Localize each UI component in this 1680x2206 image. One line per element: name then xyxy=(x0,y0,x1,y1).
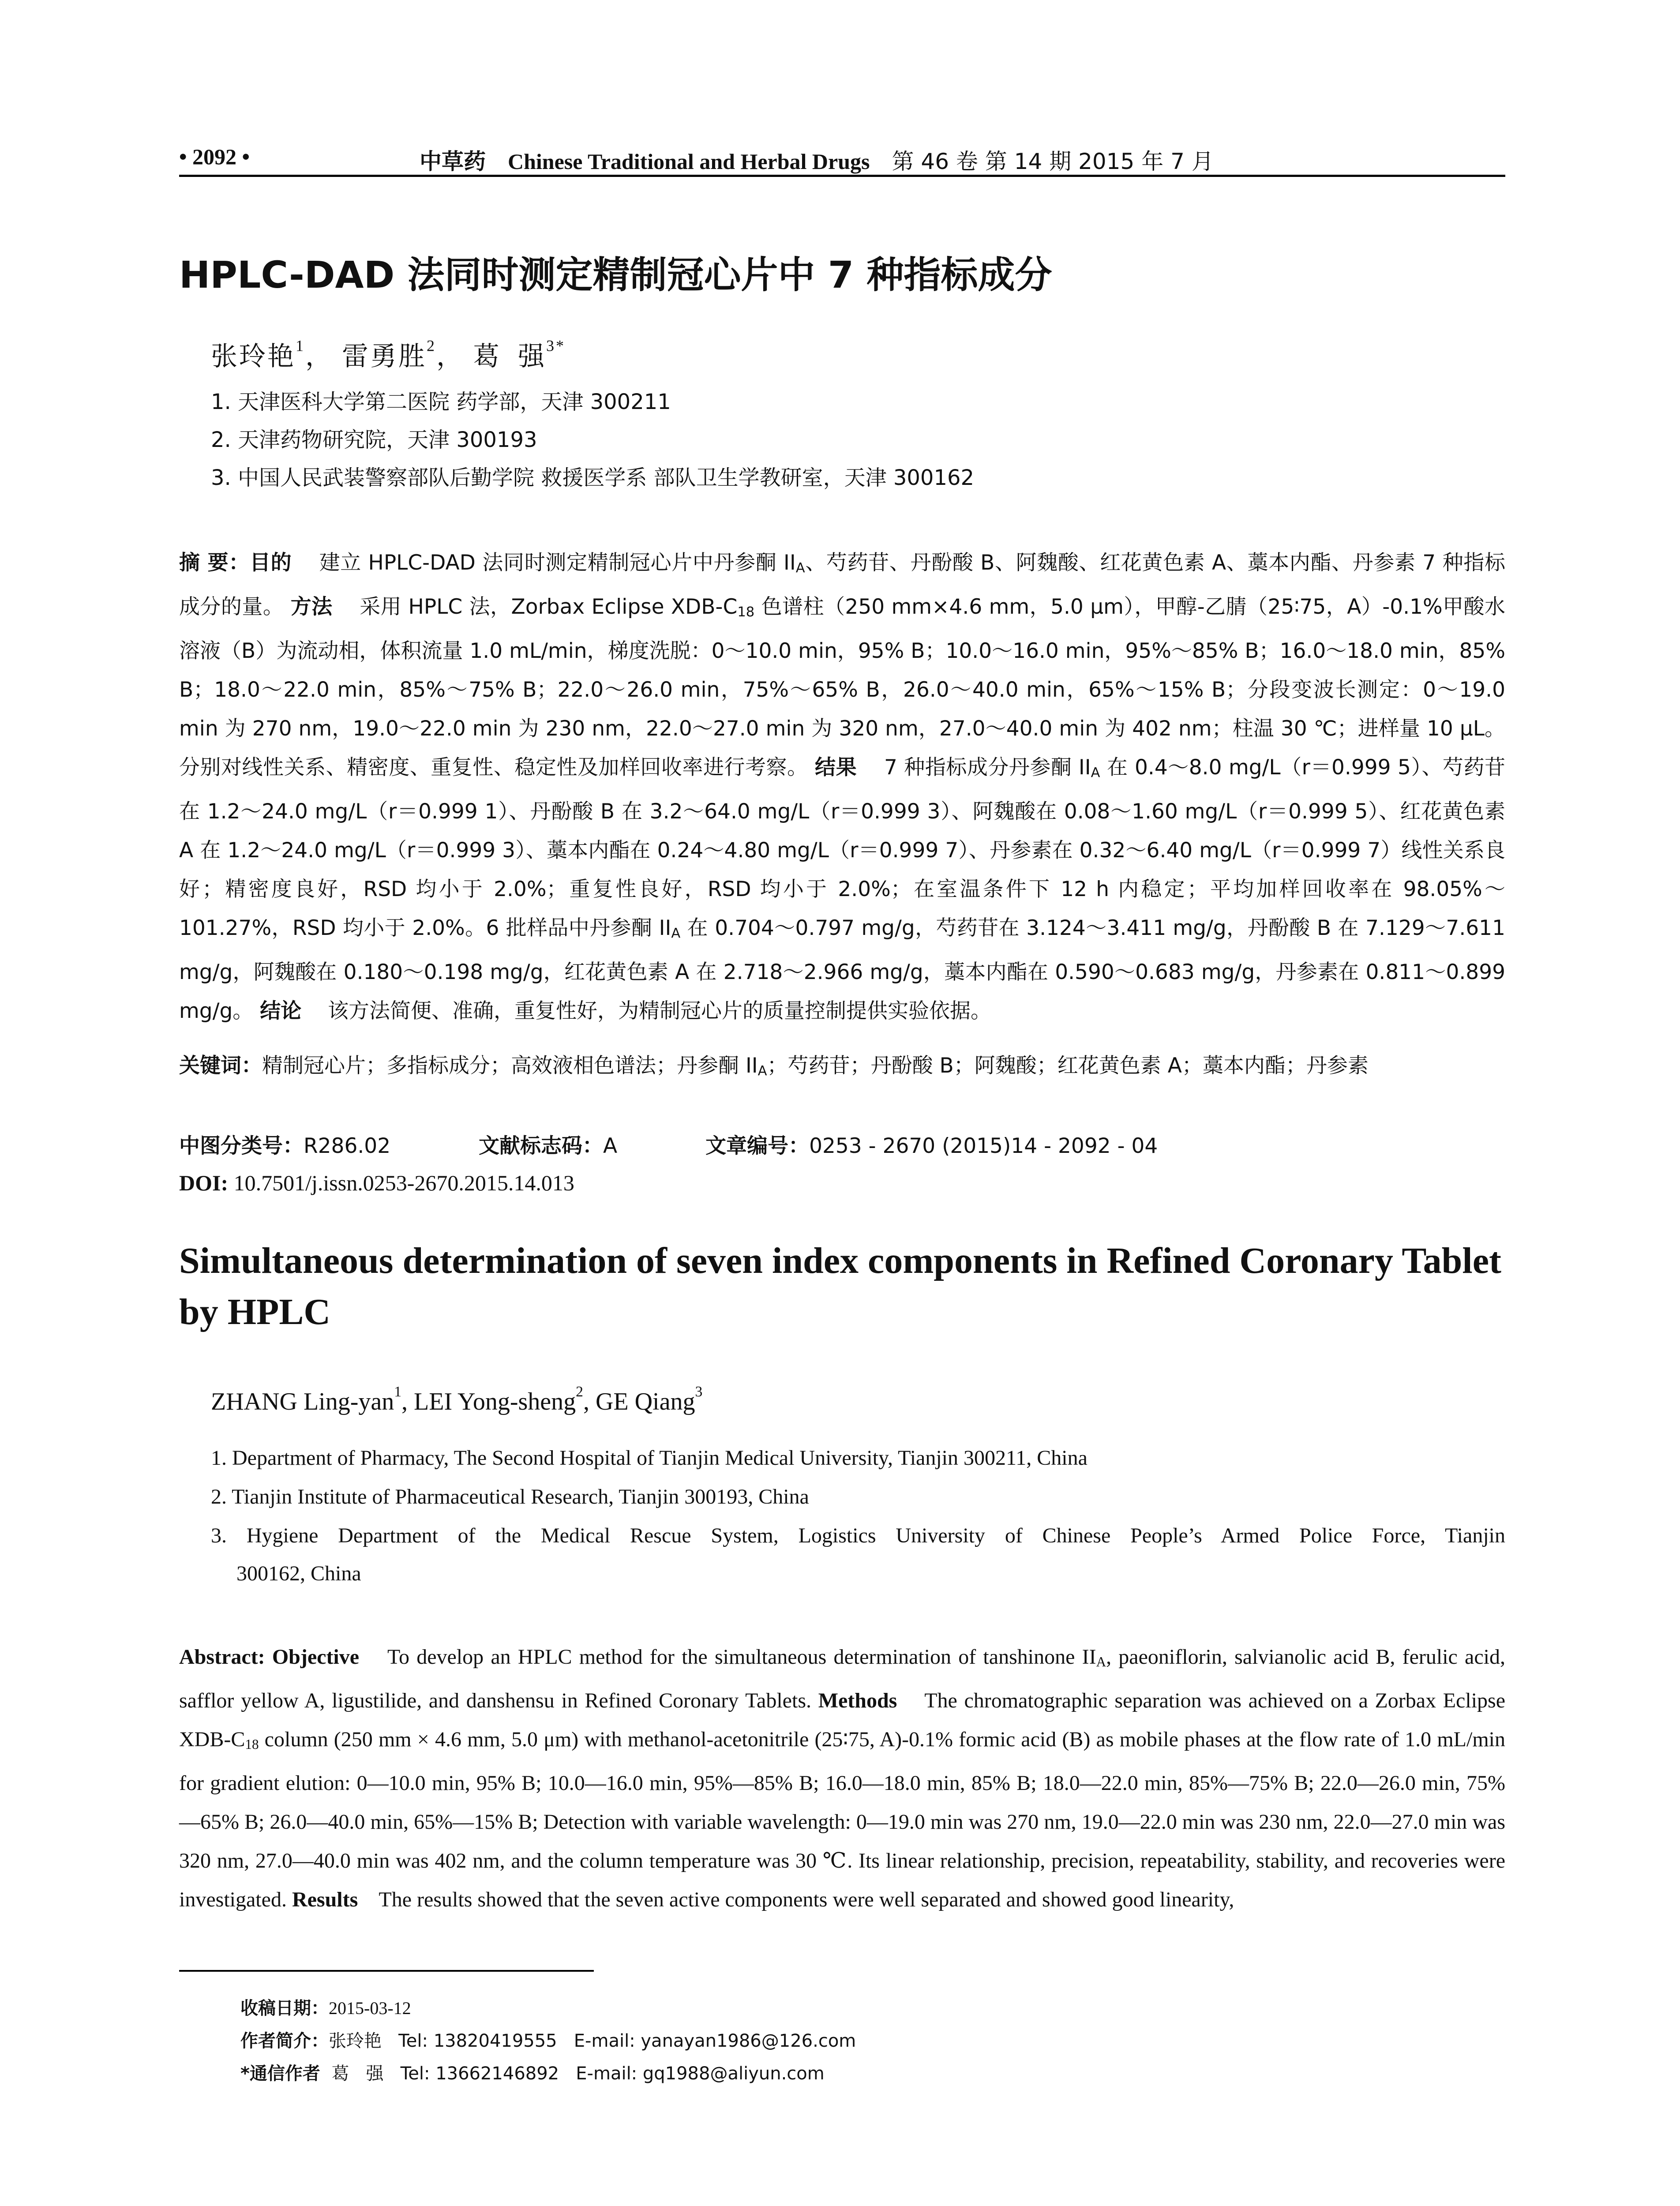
journal-info xyxy=(420,144,1214,176)
author-affil-mark: 1 xyxy=(394,1383,402,1400)
volume-issue: 第 46 卷 第 14 期 2015 年 7 月 xyxy=(892,149,1214,174)
header-rule xyxy=(179,175,1505,177)
footnote-corresponding xyxy=(240,2060,825,2085)
chinese-abstract xyxy=(179,544,1505,1031)
results-text: The results showed that the seven active components were well separated and showed good linearity, xyxy=(379,1888,1234,1912)
subscript: A xyxy=(758,1063,767,1079)
article-no-label: 文章编号： xyxy=(705,1134,810,1158)
abstract-label: 摘 要： xyxy=(179,551,250,575)
doi-line xyxy=(179,1170,574,1196)
keywords-text-tail: ；芍药苷；丹酚酸 B；阿魏酸；红花黄色素 A；藁本内酯；丹参素 xyxy=(767,1054,1369,1078)
results-label: 结果 xyxy=(815,755,857,780)
methods-text: 采用 HPLC 法，Zorbax Eclipse XDB-C xyxy=(360,595,738,619)
affiliation-line: 300162, China xyxy=(236,1562,361,1585)
author-affil-mark: 2 xyxy=(576,1383,583,1400)
english-affiliation-1: 1. Department of Pharmacy, The Second Hospital of Tianjin Medical University, Tianjin 300211, China xyxy=(211,1446,1088,1470)
corresponding-label: *通信作者 xyxy=(240,2063,320,2084)
doi-label: DOI: xyxy=(179,1171,229,1195)
chinese-affiliation-1: 1. 天津医科大学第二医院 药学部，天津 300211 xyxy=(211,390,671,414)
classification-line xyxy=(179,1129,1158,1159)
chinese-title: HPLC-DAD 法同时测定精制冠心片中 7 种指标成分 xyxy=(179,253,1052,296)
doi-value: 10.7501/j.issn.0253-2670.2015.14.013 xyxy=(233,1171,574,1195)
clc-label: 中图分类号： xyxy=(179,1134,304,1158)
author-affil-mark: 3 xyxy=(695,1383,703,1400)
author-name: 张玲艳 xyxy=(211,342,296,371)
english-title: Simultaneous determination of seven index components in Refined Coronary Tablet by HPLC xyxy=(179,1240,1501,1332)
methods-text: The chromatographic separation was achieved on a Zorbax Eclipse XDB-C xyxy=(179,1689,1506,1752)
english-affiliation-3 xyxy=(211,1517,1505,1593)
author-name: ZHANG Ling-yan xyxy=(211,1388,394,1415)
journal-name-cn: 中草药 xyxy=(420,149,486,174)
footnote-rule xyxy=(179,1970,594,1972)
chinese-affiliation-2: 2. 天津药物研究院，天津 300193 xyxy=(211,428,537,452)
subscript: A xyxy=(1096,1654,1106,1670)
objective-text: 建立 HPLC-DAD 法同时测定精制冠心片中丹参酮 II xyxy=(319,551,796,575)
methods-label: Methods xyxy=(818,1689,897,1713)
received-label: 收稿日期： xyxy=(240,1998,329,2018)
english-authors: ZHANG Ling-yan$^1$, LEI Yong-sheng$^2$, GE Qiang$^3$ xyxy=(211,1383,703,1415)
objective-text-tail: 、芍药苷、丹酚酸 B、阿魏酸、红花黄色素 A、藁本内酯、丹参素 7 种指标成分的量。 xyxy=(179,551,1505,619)
abstract-label: Abstract: xyxy=(179,1645,265,1669)
author-name: LEI Yong-sheng xyxy=(414,1388,576,1415)
objective-label: 目的 xyxy=(249,551,292,575)
author-name: 雷勇胜 xyxy=(342,342,427,371)
keywords xyxy=(179,1047,1505,1091)
chinese-affiliation-3: 3. 中国人民武装警察部队后勤学院 救援医学系 部队卫生学教研室，天津 300162 xyxy=(211,465,975,490)
page-number: • 2092 • xyxy=(179,144,250,169)
doc-code-value: A xyxy=(603,1134,618,1158)
author-affil-mark: 2 xyxy=(427,337,436,355)
running-header xyxy=(179,140,1505,176)
conclusion-label: 结论 xyxy=(260,999,302,1024)
objective-text: To develop an HPLC method for the simultaneous determination of tanshinone II xyxy=(387,1645,1096,1669)
subscript: 18 xyxy=(737,604,755,620)
author-affil-mark: 1 xyxy=(296,337,305,355)
keywords-text: 精制冠心片；多指标成分；高效液相色谱法；丹参酮 II xyxy=(262,1054,758,1078)
corresponding-author: 葛 强 Tel: 13662146892 E-mail: gq1988@aliyun.com xyxy=(320,2063,825,2084)
author-bio: 张玲艳 Tel: 13820419555 E-mail: yanayan1986@126.com xyxy=(329,2031,856,2051)
conclusion-text: 该方法简便、准确，重复性好，为精制冠心片的质量控制提供实验依据。 xyxy=(328,999,992,1024)
clc-value: R286.02 xyxy=(304,1134,391,1158)
methods-text-tail: 色谱柱（250 mm×4.6 mm，5.0 μm），甲醇-乙腈（25∶75，A）-0.1%甲酸水溶液（B）为流动相，体积流量 1.0 mL/min，梯度洗脱：0～10.0 min，95% B；10.0～16.0 min，95%～85% B；16.0～18.0 min，85% B；18.0～22.0 min，85%～75% B；22.0～26.0 min，75%～65% B，26.0～40.0 min，65%～15% B；分段变波长测定：0～19.0 min 为 270 nm，19.0～22.0 min 为 230 nm，22.0～27.0 min 为 320 nm，27.0～40.0 min 为 402 nm；柱温 30 ℃；进样量 10 μL。分别对线性关系、精密度、重复性、稳定性及加样回收率进行考察。 xyxy=(179,595,1506,780)
subscript: A xyxy=(795,560,805,576)
author-name: 葛 强 xyxy=(473,342,546,371)
methods-label: 方法 xyxy=(290,595,333,619)
author-affil-mark: 3* xyxy=(546,337,566,355)
footnote-author xyxy=(240,2027,856,2052)
keywords-label: 关键词： xyxy=(179,1054,262,1078)
results-text-mid: 在 0.4～8.0 mg/L（r＝0.999 5）、芍药苷在 1.2～24.0 mg/L（r＝0.999 1）、丹酚酸 B 在 3.2～64.0 mg/L（r＝0.999 3）、阿魏酸在 0.08～1.60 mg/L（r＝0.999 5）、红花黄色素 A 在 1.2～24.0 mg/L（r＝0.999 3）、藁本内酯在 0.24～4.80 mg/L（r＝0.999 7）、丹参素在 0.32～6.40 mg/L（r＝0.999 7）线性关系良好；精密度良好，RSD 均小于 2.0%；重复性良好，RSD 均小于 2.0%；在室温条件下 12 h 内稳定；平均加样回收率在 98.05%～101.27%，RSD 均小于 2.0%。6 批样品中丹参酮 II xyxy=(179,755,1506,941)
subscript: A xyxy=(671,926,681,942)
objective-text-tail: , paeoniflorin, salvianolic acid B, ferulic acid, safflor yellow A, ligustilide, and danshensu in Refined Coronary Tablets. xyxy=(179,1645,1505,1713)
footnote-received xyxy=(240,1994,411,2019)
journal-name-en: Chinese Traditional and Herbal Drugs xyxy=(508,149,870,174)
english-abstract xyxy=(179,1638,1505,1919)
results-text: 7 种指标成分丹参酮 II xyxy=(884,755,1091,780)
author-name: GE Qiang xyxy=(595,1388,695,1415)
doc-code-label: 文献标志码： xyxy=(479,1134,604,1158)
received-date: 2015-03-12 xyxy=(329,1998,411,2018)
author-bio-label: 作者简介： xyxy=(240,2031,329,2051)
subscript: 18 xyxy=(245,1737,259,1752)
chinese-authors: 张玲艳$^1$， 雷勇胜$^2$， 葛 强$^{3*}$ xyxy=(211,337,566,371)
results-label: Results xyxy=(292,1888,358,1912)
affiliation-line: 3. Hygiene Department of the Medical Rescue System, Logistics University of Chinese People’s Armed Police Force, Tianjin xyxy=(211,1524,1505,1547)
objective-label: Objective xyxy=(272,1645,360,1669)
results-text-tail: 在 0.704～0.797 mg/g，芍药苷在 3.124～3.411 mg/g，丹酚酸 B 在 7.129～7.611 mg/g，阿魏酸在 0.180～0.198 mg/g，红花黄色素 A 在 2.718～2.966 mg/g，藁本内酯在 0.590～0.683 mg/g，丹参素在 0.811～0.899 mg/g。 xyxy=(179,916,1505,1024)
subscript: A xyxy=(1091,765,1100,781)
english-affiliation-2: 2. Tianjin Institute of Pharmaceutical Research, Tianjin 300193, China xyxy=(211,1485,809,1508)
methods-text-tail: column (250 mm × 4.6 mm, 5.0 μm) with methanol-acetonitrile (25∶75, A)-0.1% formic acid (B) as mobile phases at the flow rate of 1.0 mL/min for gradient elution: 0—10.0 min, 95% B; 10.0—16.0 min, 95%—85% B; 16.0—18.0 min, 85% B; 18.0—22.0 min, 85%—75% B; 22.0—26.0 min, 75%—65% B; 26.0—40.0 min, 65%—15% B; Detection with variable wavelength: 0—19.0 min was 270 nm, 19.0—22.0 min was 230 nm, 22.0—27.0 min was 320 nm, 27.0—40.0 min was 402 nm, and the column temperature was 30 ℃. Its linear relationship, precision, repeatability, stability, and recoveries were investigated. xyxy=(179,1728,1505,1912)
article-no-value: 0253 - 2670 (2015)14 - 2092 - 04 xyxy=(809,1134,1158,1158)
